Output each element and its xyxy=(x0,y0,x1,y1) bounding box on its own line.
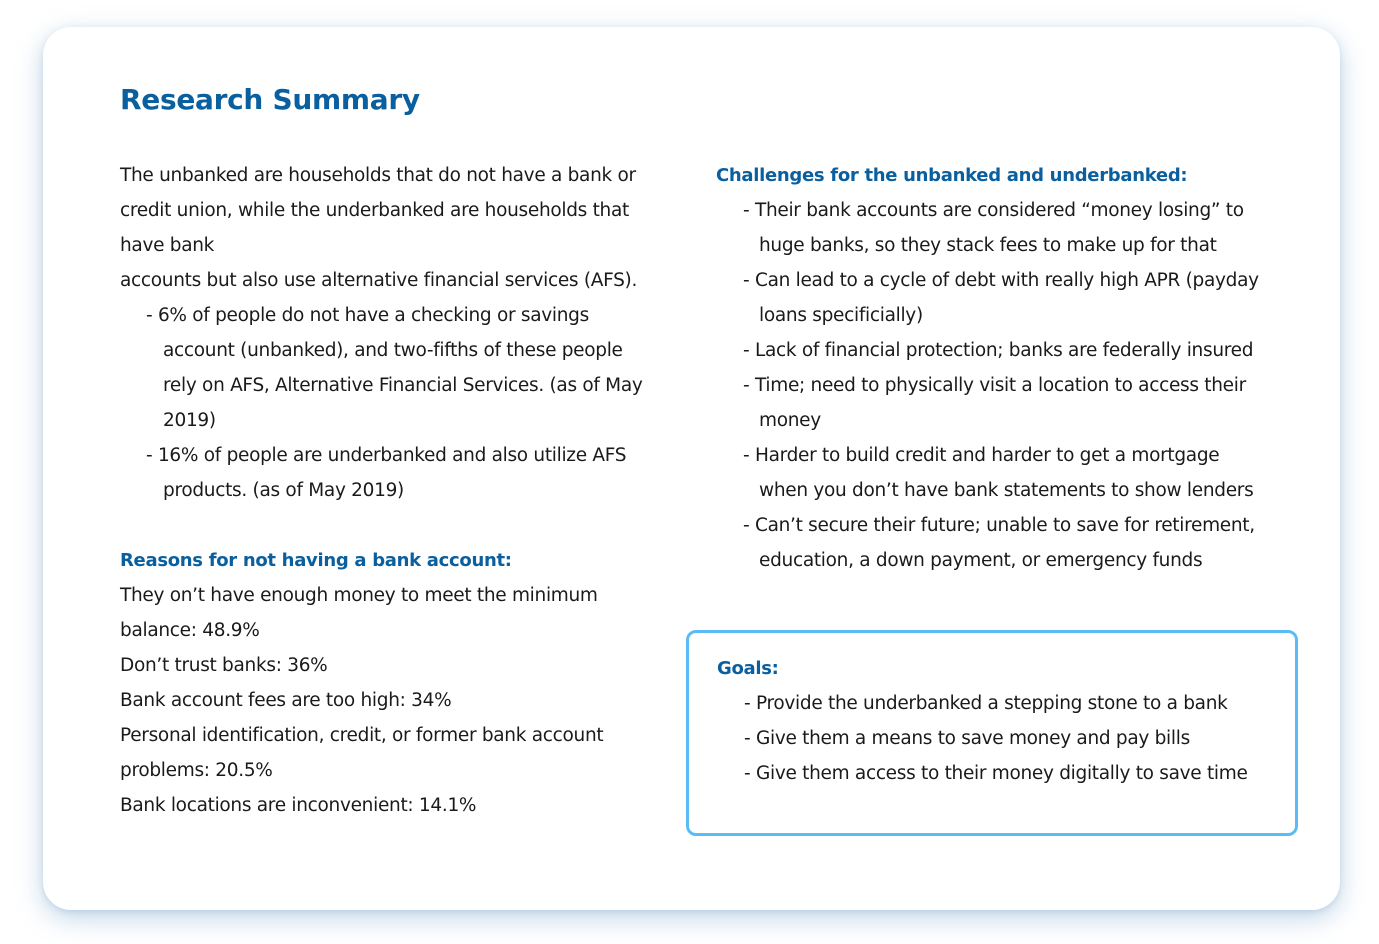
challenges-heading: Challenges for the unbanked and underbanked: xyxy=(716,165,1188,186)
challenge-bullet: - Their bank accounts are considered “money losing” to xyxy=(743,200,1244,221)
reason-line: They on’t have enough money to meet the minimum xyxy=(120,585,598,606)
reason-line: Don’t trust banks: 36% xyxy=(120,655,328,676)
goals-content xyxy=(717,651,1248,791)
spacer xyxy=(120,508,680,543)
challenge-bullet-continuation: when you don’t have bank statements to show lenders xyxy=(759,480,1254,501)
challenge-bullet: - Time; need to physically visit a location to access their xyxy=(743,375,1246,396)
reason-line: Personal identification, credit, or former bank account xyxy=(120,725,604,746)
challenge-bullet: - Lack of financial protection; banks are federally insured xyxy=(743,340,1254,361)
goal-item: - Give them a means to save money and pay bills xyxy=(744,728,1190,749)
challenge-bullet: - Harder to build credit and harder to get a mortgage xyxy=(743,445,1220,466)
intro-paragraph xyxy=(120,158,680,298)
intro-bullet-continuation: account (unbanked), and two-fifths of these people xyxy=(163,340,623,361)
intro-bullet: - 6% of people do not have a checking or savings xyxy=(146,305,589,326)
intro-line: have bank xyxy=(120,235,215,256)
challenge-bullet-continuation: huge banks, so they stack fees to make up for that xyxy=(759,235,1217,256)
goals-box xyxy=(686,630,1298,836)
challenge-bullet-continuation: education, a down payment, or emergency funds xyxy=(759,550,1203,571)
intro-line: accounts but also use alternative financial services (AFS). xyxy=(120,270,638,291)
intro-bullet-continuation: rely on AFS, Alternative Financial Services. (as of May xyxy=(163,375,643,396)
intro-line: The unbanked are households that do not have a bank or xyxy=(120,165,636,186)
intro-bullet-continuation: products. (as of May 2019) xyxy=(163,480,404,501)
intro-bullet: - 16% of people are underbanked and also utilize AFS xyxy=(146,445,627,466)
challenge-bullet-continuation: loans specificially) xyxy=(759,305,923,326)
goal-item: - Provide the underbanked a stepping stone to a bank xyxy=(744,693,1228,714)
reasons-section xyxy=(120,543,680,823)
reasons-heading: Reasons for not having a bank account: xyxy=(120,550,512,571)
intro-line: credit union, while the underbanked are households that xyxy=(120,200,629,221)
goal-item: - Give them access to their money digitally to save time xyxy=(744,763,1248,784)
reason-line: problems: 20.5% xyxy=(120,760,273,781)
reason-line: Bank account fees are too high: 34% xyxy=(120,690,452,711)
reason-line: Bank locations are inconvenient: 14.1% xyxy=(120,795,477,816)
challenge-bullet: - Can’t secure their future; unable to save for retirement, xyxy=(743,515,1255,536)
right-column xyxy=(716,158,1296,578)
goals-heading: Goals: xyxy=(717,658,779,679)
intro-bullet-continuation: 2019) xyxy=(163,410,216,431)
challenge-bullet: - Can lead to a cycle of debt with really high APR (payday xyxy=(743,270,1259,291)
challenge-bullet-continuation: money xyxy=(759,410,821,431)
page-title: Research Summary xyxy=(120,83,420,116)
intro-bullets xyxy=(120,298,680,508)
reason-line: balance: 48.9% xyxy=(120,620,260,641)
left-column xyxy=(120,158,680,823)
